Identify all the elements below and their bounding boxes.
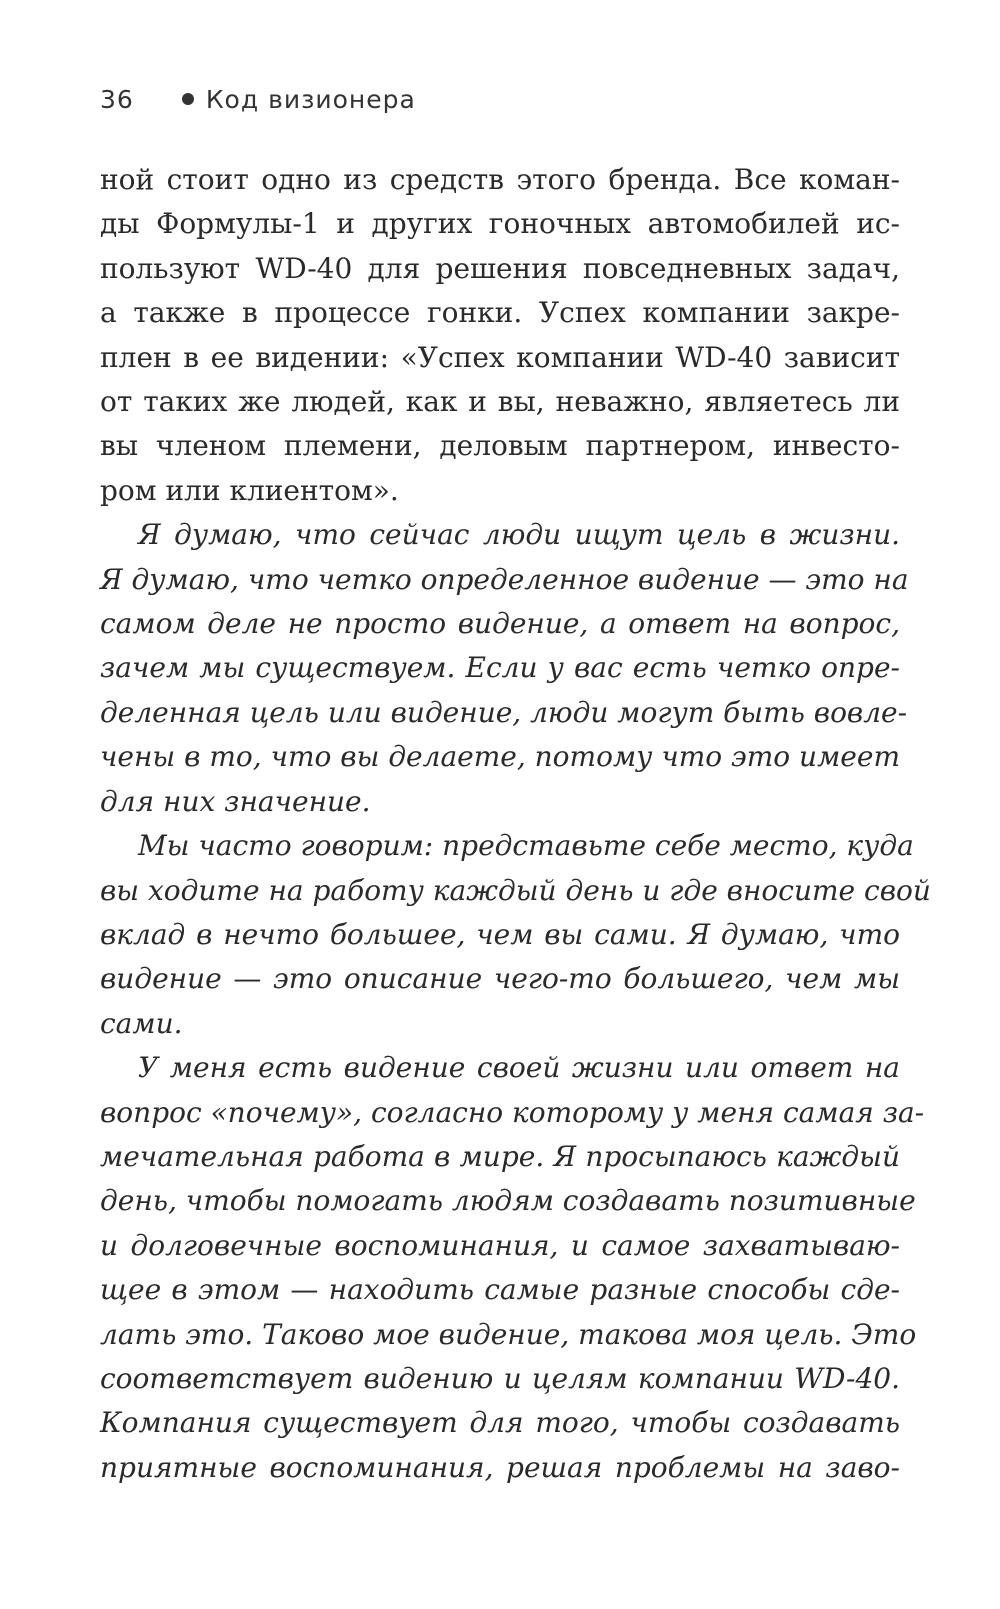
text-line: Компания существует для того, чтобы создавать bbox=[100, 1406, 900, 1440]
text-line: от таких же людей, как и вы, неважно, являетесь ли bbox=[100, 385, 900, 419]
text-line: ды Формулы-1 и других гоночных автомобилей ис- bbox=[100, 207, 900, 241]
text-line: зачем мы существуем. Если у вас есть четко опре- bbox=[100, 651, 900, 685]
text-line: вы ходите на работу каждый день и где вносите свой bbox=[100, 873, 931, 907]
text-line: самом деле не просто видение, а ответ на вопрос, bbox=[100, 607, 900, 641]
book-title: Код визионера bbox=[205, 84, 416, 114]
text-line: Я думаю, что сейчас люди ищут цель в жизни. bbox=[138, 518, 900, 552]
text-line: приятные воспоминания, решая проблемы на заво- bbox=[100, 1450, 900, 1484]
paragraph-2 bbox=[100, 513, 909, 824]
text-line: для них значение. bbox=[100, 784, 371, 818]
paragraph-3 bbox=[100, 824, 931, 1046]
text-line: щее в этом — находить самые разные способы сде- bbox=[100, 1273, 900, 1307]
text-line: У меня есть видение своей жизни или ответ на bbox=[138, 1051, 900, 1085]
text-line: и долговечные воспоминания, и самое захватываю- bbox=[100, 1228, 900, 1262]
text-line: вы членом племени, деловым партнером, инвесто- bbox=[100, 429, 900, 463]
text-line: плен в ее видении: «Успех компании WD-40 зависит bbox=[100, 340, 900, 374]
bullet-icon bbox=[182, 93, 194, 105]
text-line: соответствует видению и целям компании WD-40. bbox=[100, 1361, 900, 1395]
text-line: ром или клиентом». bbox=[100, 473, 399, 507]
text-line: а также в процессе гонки. Успех компании закре- bbox=[100, 296, 900, 330]
text-line: день, чтобы помогать людям создавать позитивные bbox=[100, 1184, 916, 1218]
text-line: Мы часто говорим: представьте себе место, куда bbox=[138, 829, 914, 863]
text-line: мечательная работа в мире. Я просыпаюсь каждый bbox=[100, 1139, 900, 1173]
paragraph-1 bbox=[100, 158, 900, 513]
text-line: деленная цель или видение, люди могут быть вовле- bbox=[100, 695, 908, 729]
text-line: лать это. Таково мое видение, такова моя цель. Это bbox=[100, 1317, 917, 1351]
text-line: видение — это описание чего-то большего, чем мы bbox=[100, 962, 900, 996]
page-number: 36 bbox=[100, 84, 134, 114]
text-line: вклад в нечто большее, чем вы сами. Я думаю, что bbox=[100, 917, 900, 951]
text-line: вопрос «почему», согласно которому у меня самая за- bbox=[100, 1095, 925, 1129]
paragraph-4 bbox=[100, 1046, 925, 1490]
body-text bbox=[100, 158, 931, 1490]
text-line: сами. bbox=[100, 1006, 183, 1040]
text-line: ной стоит одно из средств этого бренда. Все коман- bbox=[100, 163, 900, 196]
text-line: Я думаю, что четко определенное видение — это на bbox=[100, 562, 909, 596]
text-line: чены в то, что вы делаете, потому что это имеет bbox=[100, 740, 900, 774]
running-head bbox=[100, 82, 416, 116]
text-line: пользуют WD-40 для решения повседневных задач, bbox=[100, 251, 900, 285]
